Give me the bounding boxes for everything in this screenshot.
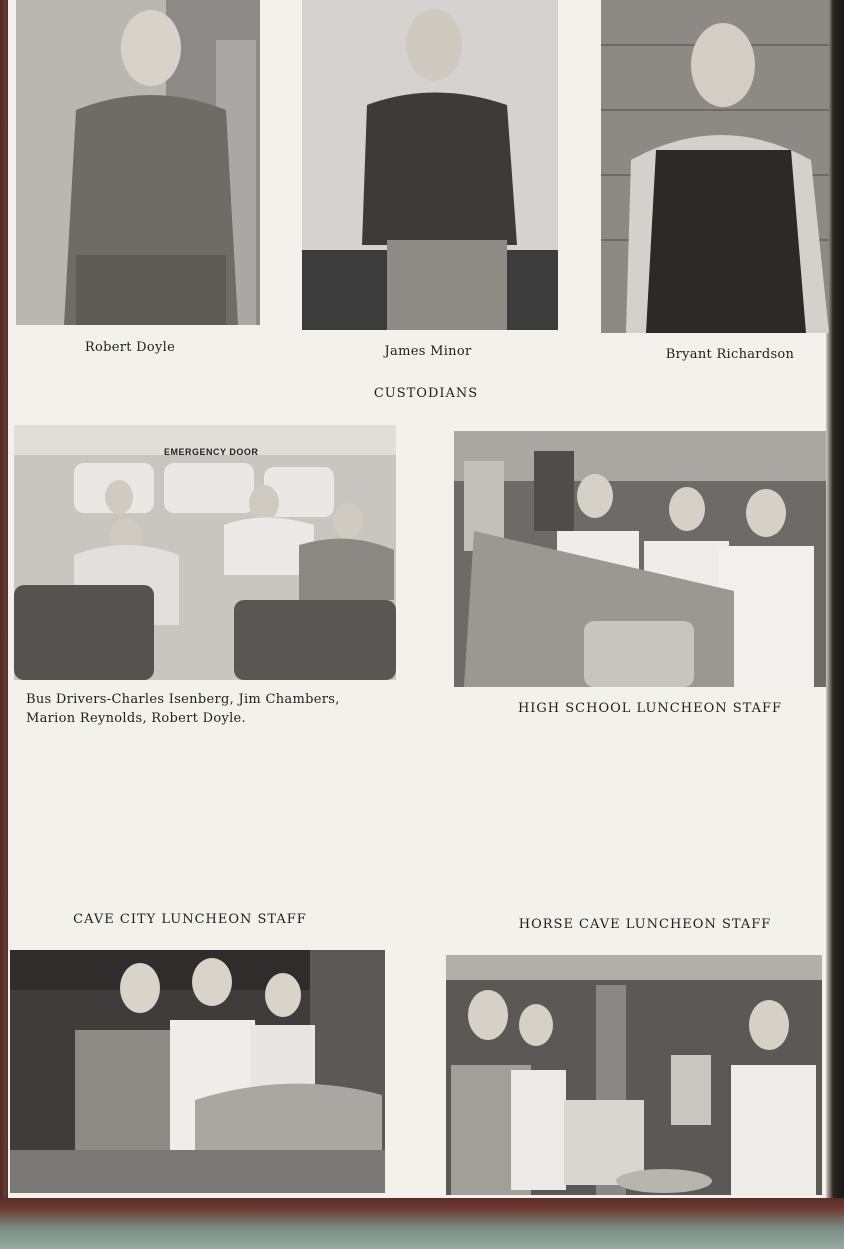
caption-bus-line2: Marion Reynolds, Robert Doyle. [26,711,246,726]
bus-emergency-sign: EMERGENCY DOOR [164,447,259,457]
photo-bryant-richardson [601,0,829,333]
table-surface [0,1198,844,1249]
caption-bus-drivers [26,690,386,728]
photo-bus-drivers [14,425,396,680]
caption-bus-line1: Bus Drivers-Charles Isenberg, Jim Chambers, [26,692,340,707]
photo-james-minor [302,0,558,330]
caption-bryant-richardson: Bryant Richardson [665,347,795,362]
caption-horse-cave-luncheon: HORSE CAVE LUNCHEON STAFF [518,917,772,932]
photo-cave-city-luncheon [10,950,385,1193]
photo-high-school-luncheon [454,431,826,687]
photo-horse-cave-luncheon [446,955,822,1195]
caption-robert-doyle: Robert Doyle [84,340,176,355]
caption-james-minor: James Minor [384,344,472,359]
photo-robert-doyle [16,0,260,325]
caption-high-school-luncheon: HIGH SCHOOL LUNCHEON STAFF [517,701,783,716]
caption-cave-city-luncheon: CAVE CITY LUNCHEON STAFF [73,912,307,927]
section-label-custodians: CUSTODIANS [373,386,479,401]
